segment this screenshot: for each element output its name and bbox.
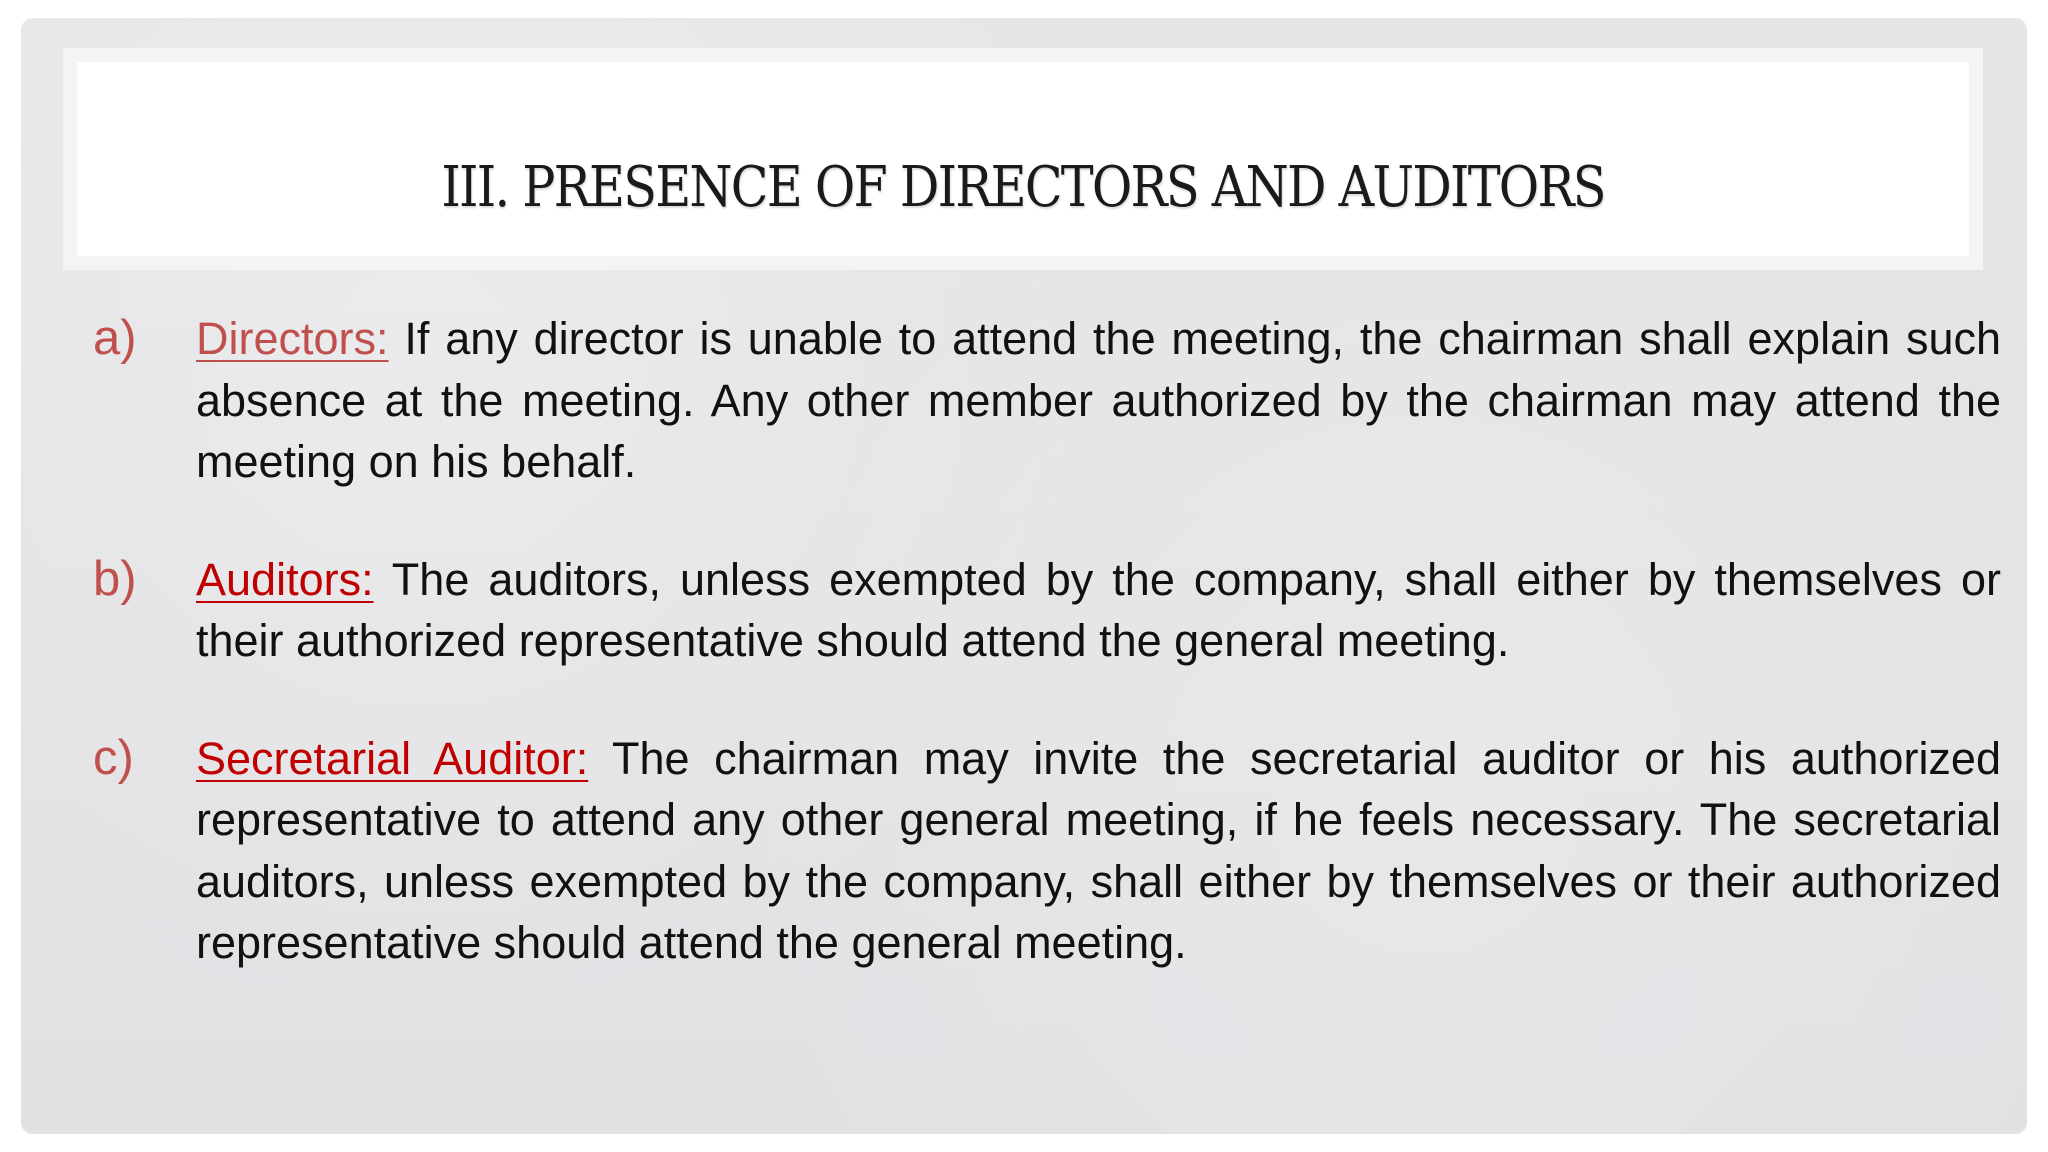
- item-text: [196, 308, 2001, 493]
- item-text: [196, 728, 2001, 974]
- title-box: [63, 48, 1983, 270]
- slide: [21, 18, 2027, 1134]
- item-body: The auditors, unless exempted by the company, shall either by themselves or their authorized representative should attend the general meeting.: [196, 553, 2001, 666]
- list-marker: b): [93, 551, 137, 606]
- content-list: [93, 308, 2001, 1030]
- item-body: The chairman may invite the secretarial auditor or his authorized representative to attend any other general meeting, if he feels necessary. The secretarial auditors, unless exempted by the company, shall either by themselves or their authorized representative should attend the general meeting.: [196, 732, 2001, 968]
- item-label-directors: Directors:: [196, 313, 389, 364]
- list-marker: a): [93, 311, 137, 365]
- item-label-auditors: Auditors:: [196, 553, 374, 605]
- item-label-secretarial-auditor: Secretarial Auditor:: [196, 732, 589, 784]
- title-inner: [77, 62, 1969, 256]
- list-item-secretarial-auditor: [93, 728, 2001, 974]
- item-body: If any director is unable to attend the meeting, the chairman shall explain such absence at the meeting. Any other member authorized by the chairman may attend the meeting on his behalf.: [196, 313, 2001, 487]
- item-text: [196, 549, 2001, 672]
- list-item-directors: [93, 308, 2001, 493]
- slide-title: III. PRESENCE OF DIRECTORS AND AUDITORS: [441, 155, 1605, 220]
- list-item-auditors: [93, 549, 2001, 672]
- list-marker: c): [93, 730, 134, 785]
